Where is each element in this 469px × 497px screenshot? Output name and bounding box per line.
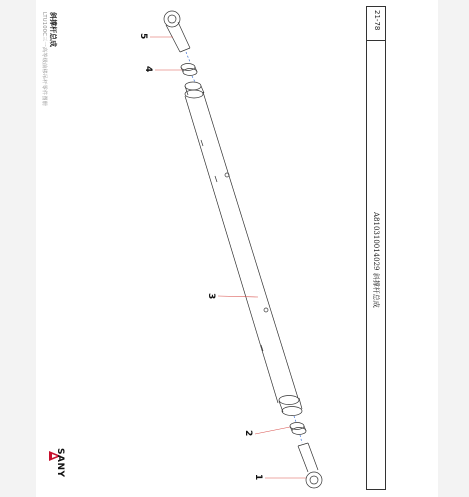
sany-logo-text: SANY	[55, 448, 65, 478]
callout-4: 4	[143, 66, 153, 73]
page-number: 21-78	[373, 10, 381, 31]
callout-3: 3	[206, 293, 216, 300]
part-caption: A810310014029 斜撑杆总成	[372, 212, 380, 308]
page-subtitle: LTU100C三一高等级前移吊杆零件图册	[41, 12, 47, 107]
page-title: 斜撑杆总成	[49, 12, 57, 47]
rod-end-bottom	[298, 443, 322, 488]
callout-5: 5	[138, 33, 148, 40]
nut-top	[181, 64, 197, 76]
callout-1: 1	[253, 474, 263, 481]
strut-tube	[185, 82, 302, 416]
rod-end-top	[164, 11, 190, 52]
nut-bottom	[290, 423, 306, 435]
callout-2: 2	[243, 430, 253, 437]
